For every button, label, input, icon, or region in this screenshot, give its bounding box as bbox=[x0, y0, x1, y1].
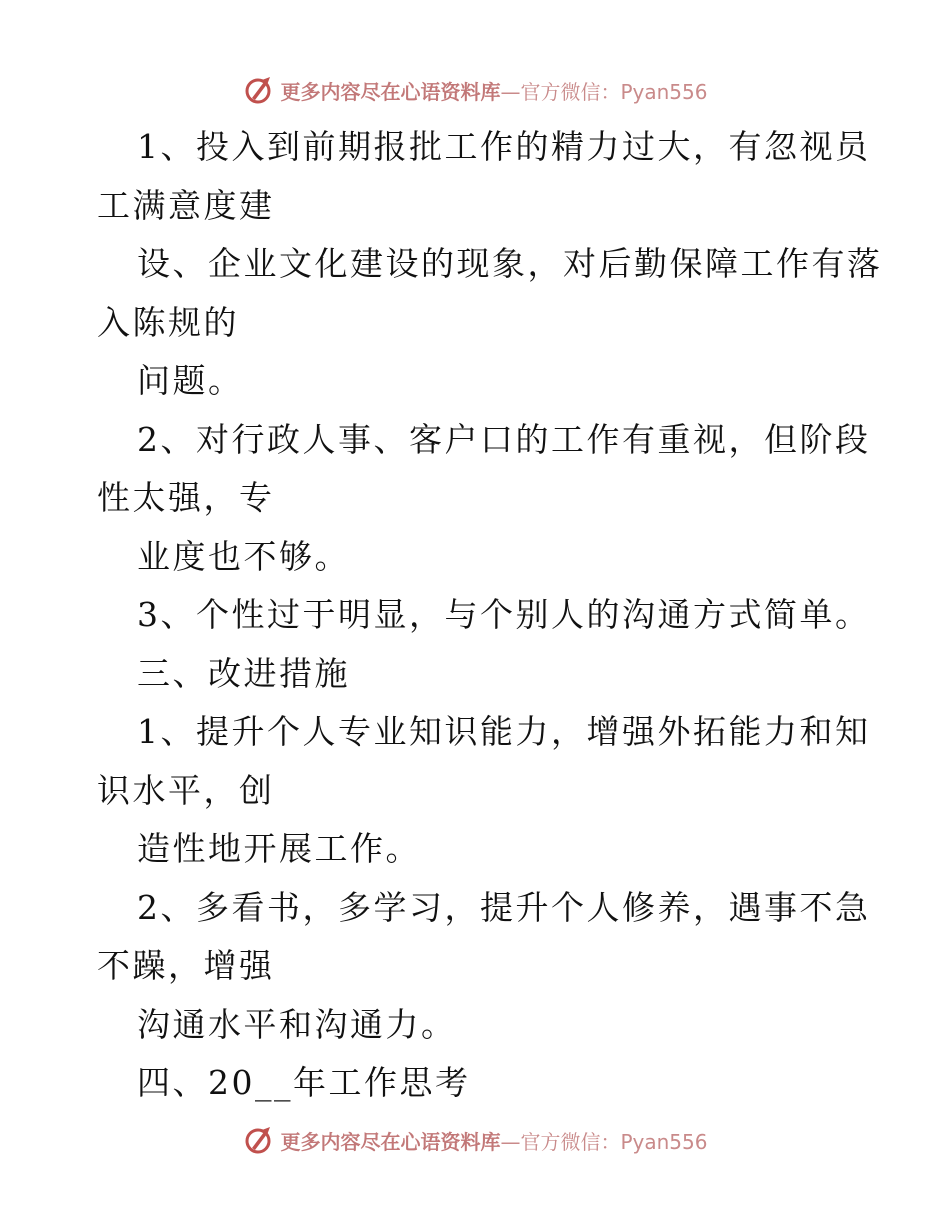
text-line: 1、投入到前期报批工作的精力过大，有忽视员 bbox=[137, 127, 871, 166]
text-line: 业度也不够。 bbox=[137, 536, 350, 576]
watermark-text bbox=[280, 1126, 707, 1155]
text-line: 1、提升个人专业知识能力，增强外拓能力和知 bbox=[137, 712, 871, 751]
text-line: 工满意度建 bbox=[97, 185, 275, 225]
text-line: 入陈规的 bbox=[97, 302, 239, 342]
text-line: 2、对行政人事、客户口的工作有重视，但阶段 bbox=[137, 419, 871, 459]
text-line: 3、个性过于明显，与个别人的沟通方式简单。 bbox=[137, 595, 871, 634]
watermark-left-text: 更多内容尽在心语资料库 bbox=[280, 79, 501, 104]
watermark-banner-bottom bbox=[0, 1120, 950, 1160]
text-line: 造性地开展工作。 bbox=[137, 829, 421, 868]
watermark-dash: — bbox=[500, 79, 521, 104]
quill-logo-icon bbox=[242, 74, 274, 106]
text-line: 设、企业文化建设的现象，对后勤保障工作有落 bbox=[137, 244, 883, 283]
text-line: 性太强，专 bbox=[97, 478, 275, 517]
text-line: 问题。 bbox=[137, 361, 244, 400]
text-line: 识水平，创 bbox=[97, 770, 275, 810]
document-body bbox=[97, 118, 883, 1113]
watermark-banner-top bbox=[0, 70, 950, 110]
watermark-right-text: 官方微信：Pyan556 bbox=[520, 79, 708, 104]
watermark-right-text: 官方微信：Pyan556 bbox=[520, 1129, 708, 1154]
watermark-dash: — bbox=[500, 1129, 521, 1154]
text-line: 2、多看书，多学习，提升个人修养，遇事不急 bbox=[137, 887, 871, 927]
watermark-text bbox=[280, 76, 707, 105]
text-line: 四、20__年工作思考 bbox=[137, 1063, 471, 1102]
text-line: 三、改进措施 bbox=[137, 653, 350, 693]
text-line: 沟通水平和沟通力。 bbox=[137, 1004, 457, 1044]
quill-logo-icon bbox=[242, 1124, 274, 1156]
watermark-left-text: 更多内容尽在心语资料库 bbox=[280, 1129, 501, 1154]
text-line: 不躁，增强 bbox=[97, 946, 275, 985]
